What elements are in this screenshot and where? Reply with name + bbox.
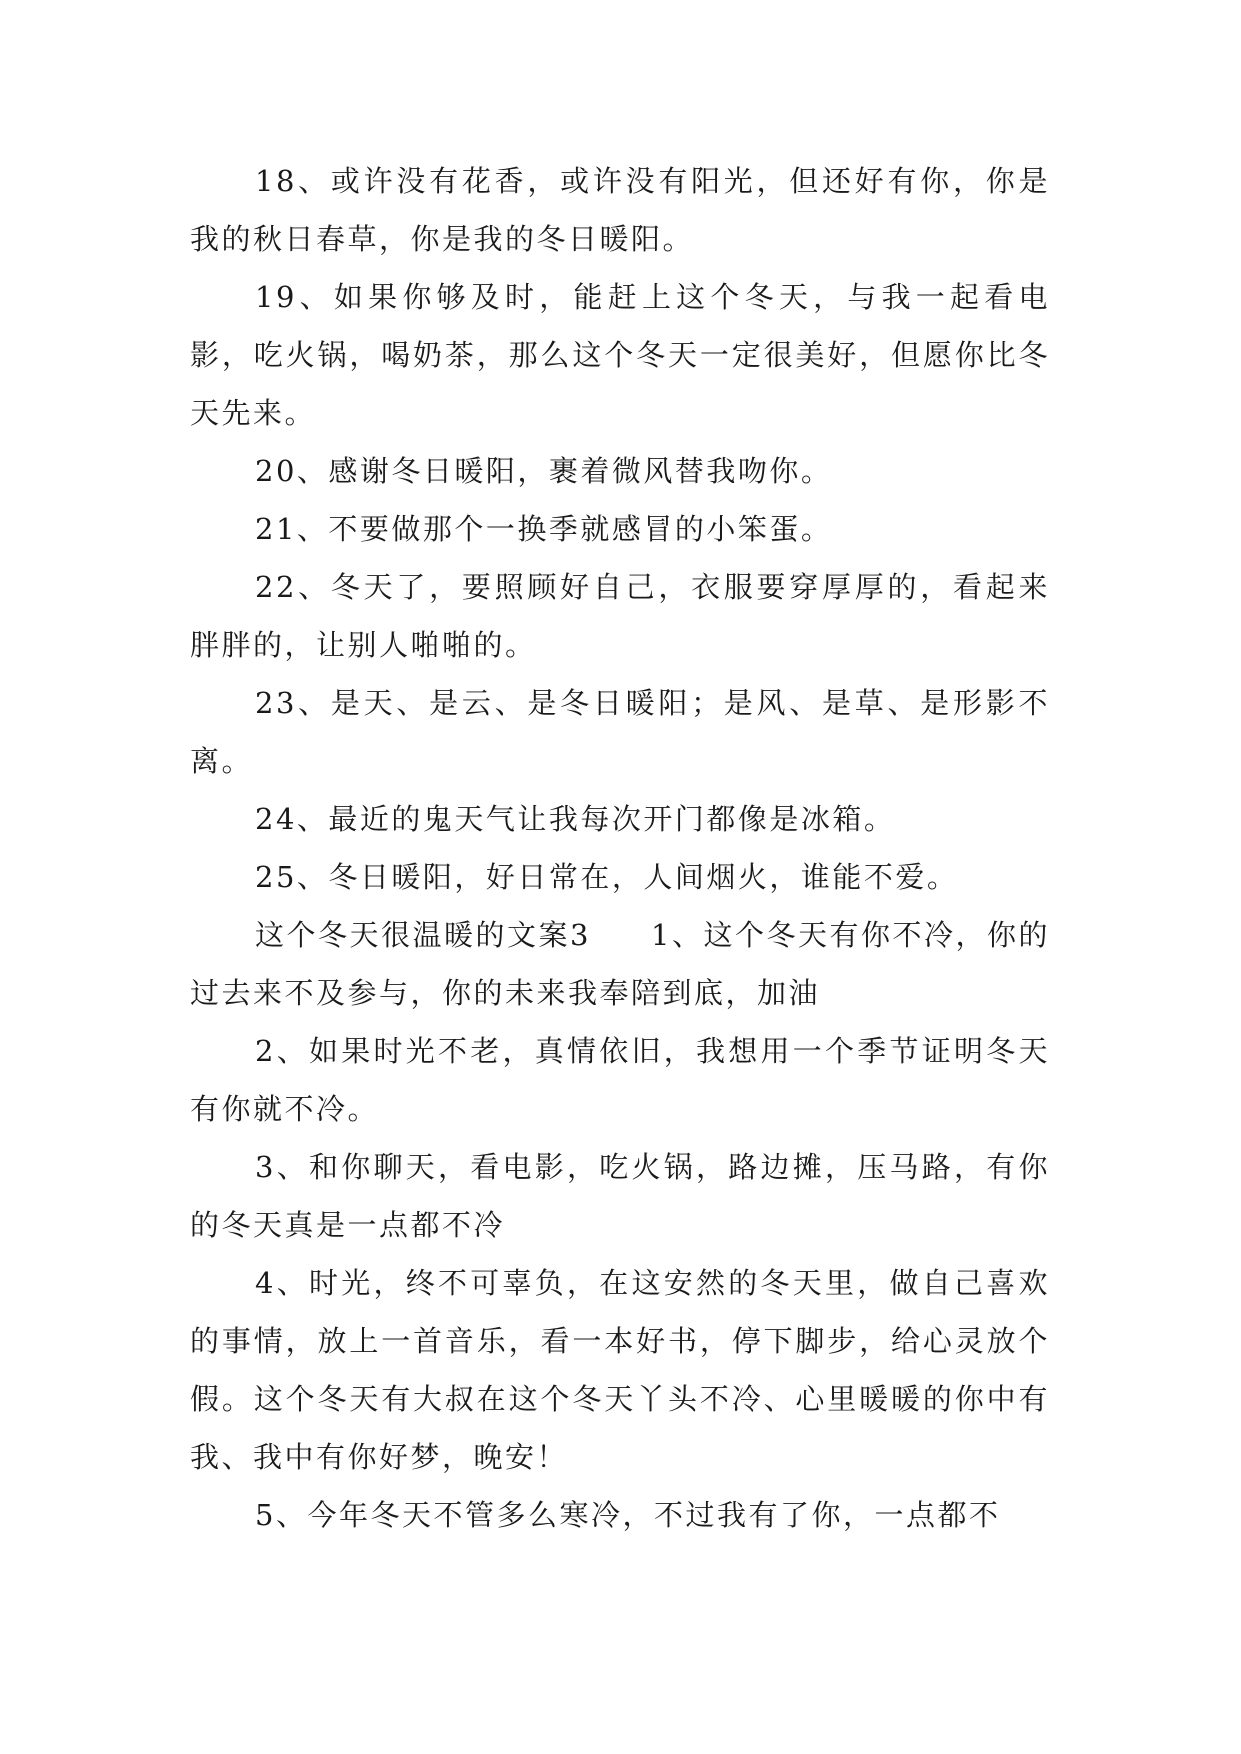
paragraph-18: 18、或许没有花香，或许没有阳光，但还好有你，你是我的秋日春草，你是我的冬日暖阳。 <box>190 164 1050 256</box>
paragraph-24: 24、最近的鬼天气让我每次开门都像是冰箱。 <box>255 802 896 836</box>
section-item-2: 2、如果时光不老，真情依旧，我想用一个季节证明冬天有你就不冷。 <box>190 1034 1050 1126</box>
section-item-3: 3、和你聊天，看电影，吃火锅，路边摊，压马路，有你的冬天真是一点都不冷 <box>190 1150 1050 1242</box>
section-item-4: 4、时光，终不可辜负，在这安然的冬天里，做自己喜欢的事情，放上一首音乐，看一本好书，停下脚步，给心灵放个假。这个冬天有大叔在这个冬天丫头不冷、心里暖暖的你中有我、我中有你好梦，晚安！ <box>190 1266 1050 1474</box>
section-paragraph <box>190 906 1050 1022</box>
paragraph-22: 22、冬天了，要照顾好自己，衣服要穿厚厚的，看起来胖胖的，让别人啪啪的。 <box>190 570 1050 662</box>
section-heading: 这个冬天很温暖的文案3 <box>255 918 591 952</box>
paragraph-19: 19、如果你够及时，能赶上这个冬天，与我一起看电影，吃火锅，喝奶茶，那么这个冬天一定很美好，但愿你比冬天先来。 <box>190 280 1050 430</box>
section-item-5: 5、今年冬天不管多么寒冷，不过我有了你，一点都不 <box>255 1498 1001 1532</box>
paragraph-21: 21、不要做那个一换季就感冒的小笨蛋。 <box>255 512 833 546</box>
document-body <box>190 152 1050 1544</box>
paragraph-20: 20、感谢冬日暖阳，裹着微风替我吻你。 <box>255 454 833 488</box>
paragraph-25: 25、冬日暖阳，好日常在，人间烟火，谁能不爱。 <box>255 860 959 894</box>
paragraph-23: 23、是天、是云、是冬日暖阳；是风、是草、是形影不离。 <box>190 686 1050 778</box>
section-item-1: 1、这个冬天有你不冷，你的过去来不及参与，你的未来我奉陪到底，加油 <box>190 918 1051 1010</box>
